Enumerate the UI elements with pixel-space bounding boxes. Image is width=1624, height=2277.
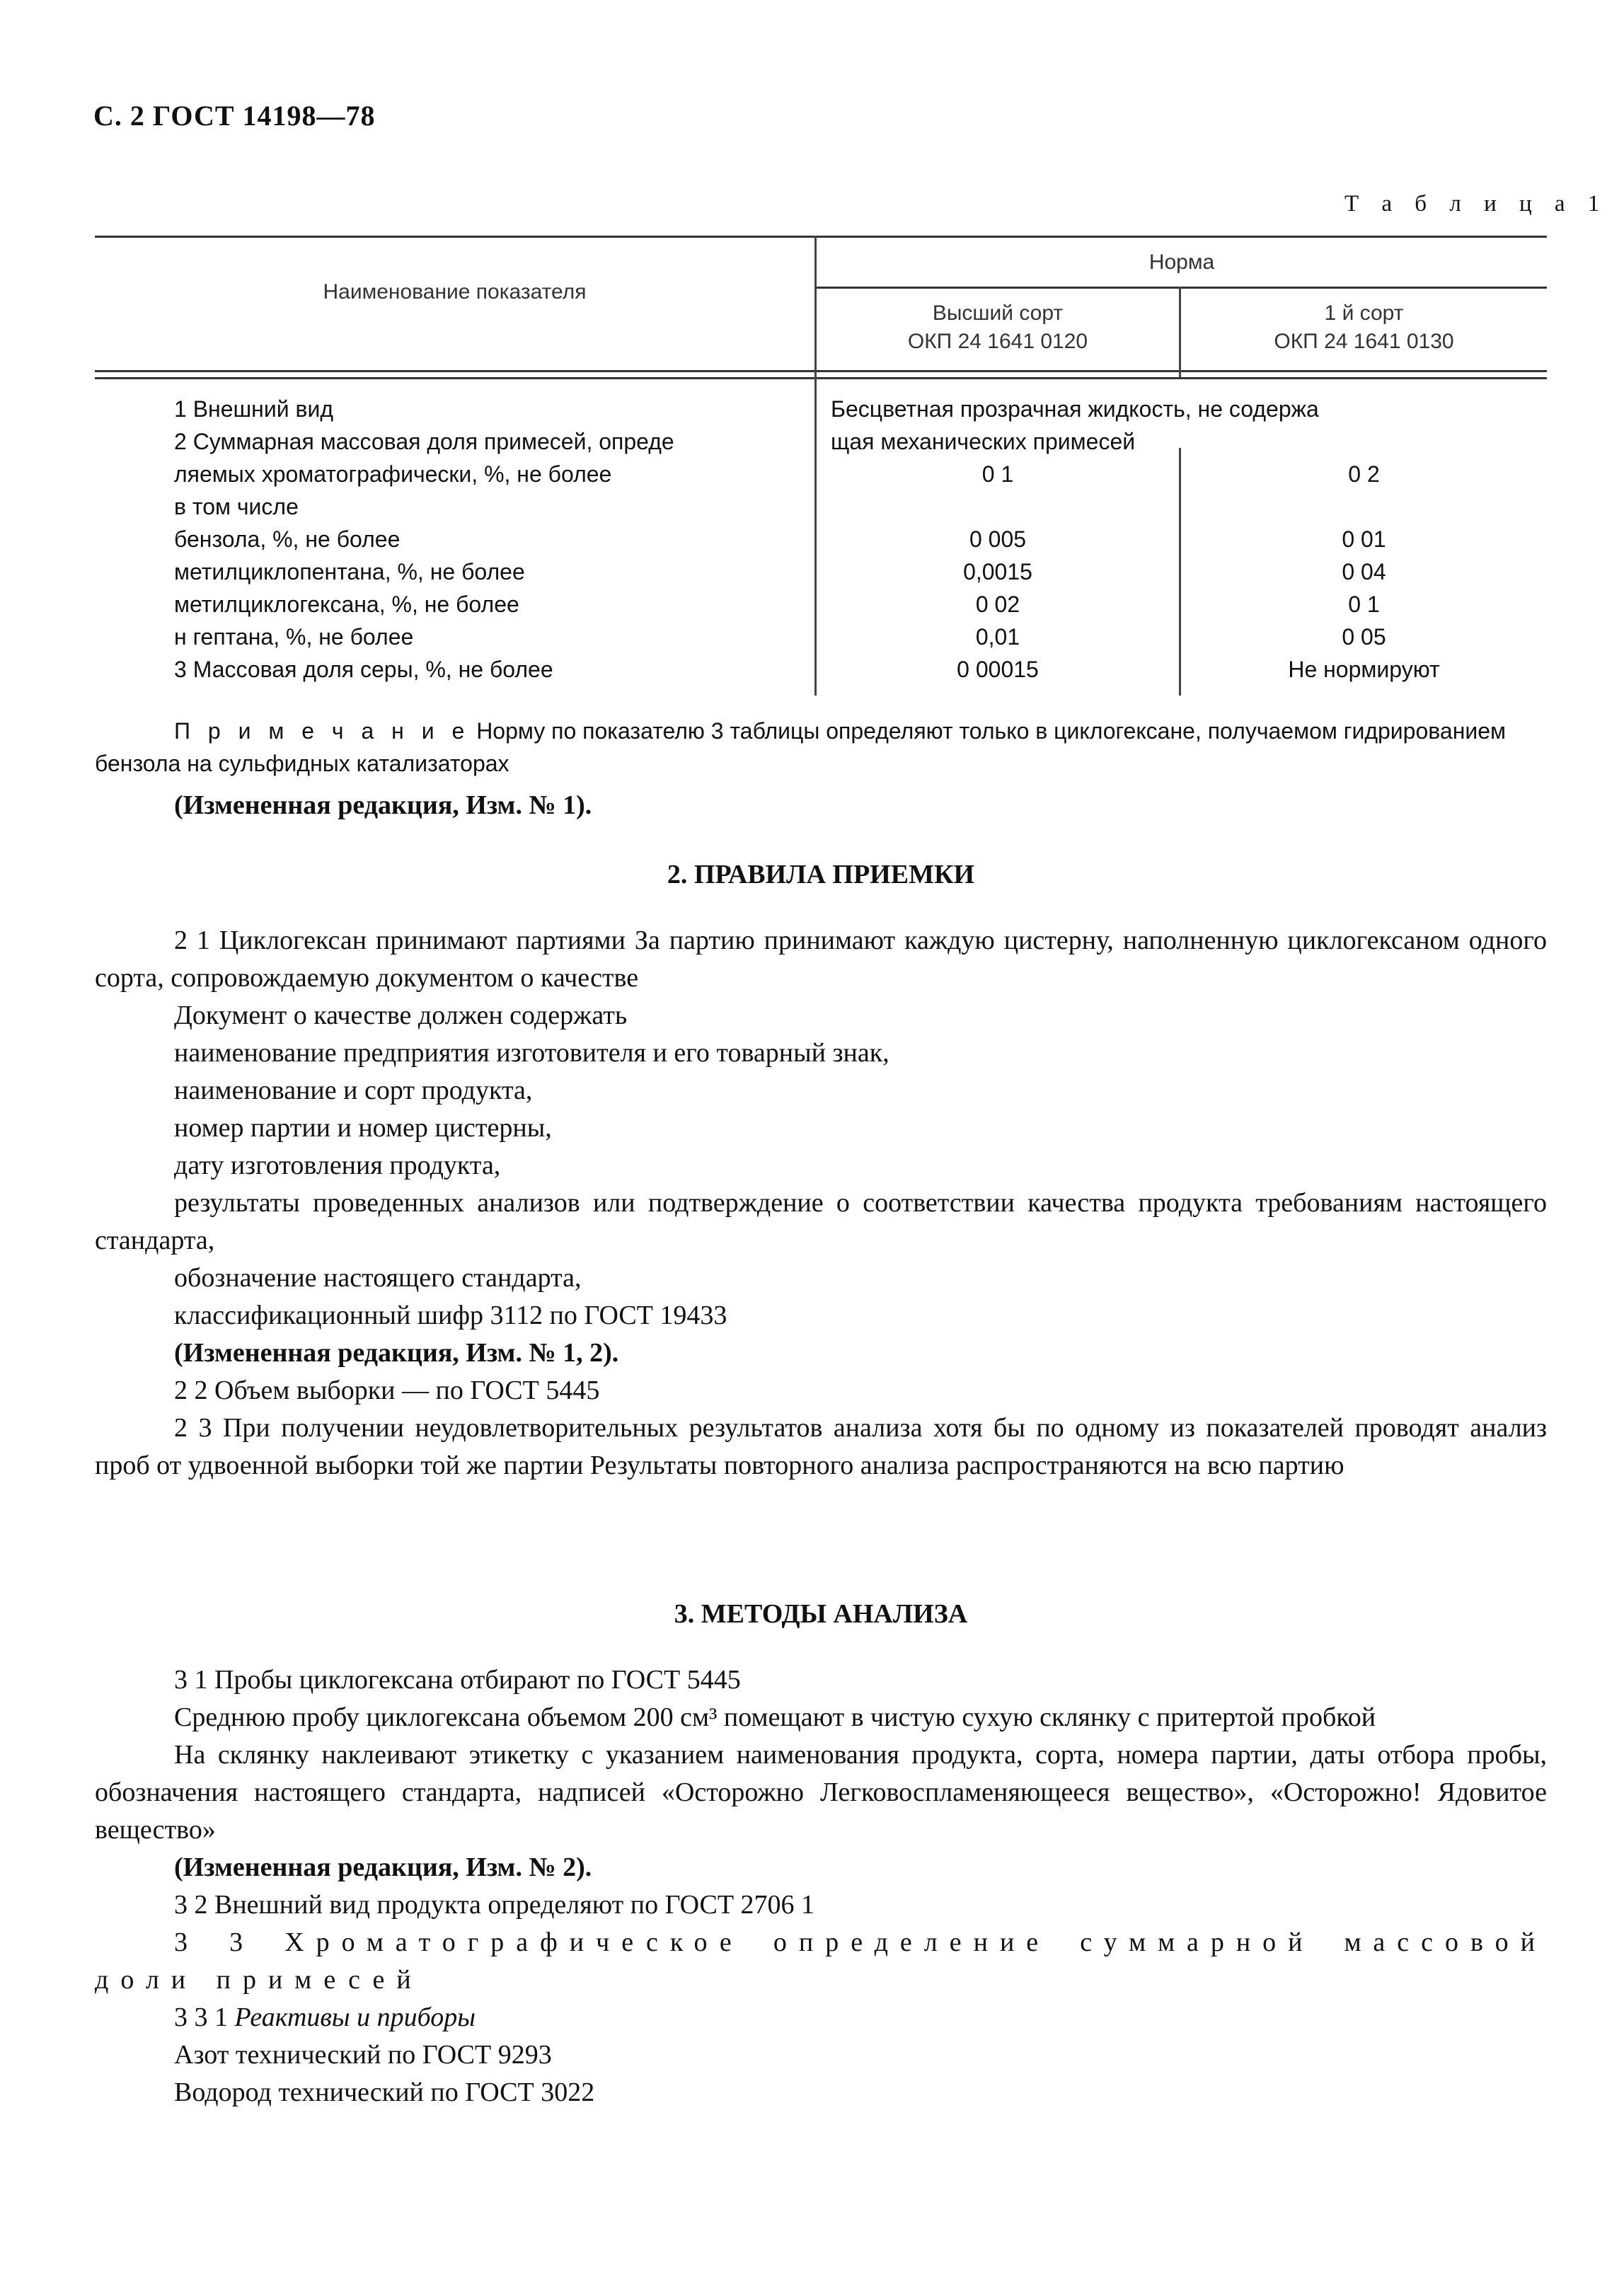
document-contents-list: [95, 1034, 1547, 1184]
note-text: Норму по показателю 3 таблицы определяют только в циклогексане, получаемом гидрированием бензола на сульфидных катализаторах: [95, 718, 1507, 776]
section-3-title: 3. МЕТОДЫ АНАЛИЗА: [674, 1599, 968, 1629]
table-row-value-top: 0,0015: [963, 559, 1032, 584]
list-item: наименование предприятия изготовителя и его товарный знак,: [174, 1038, 889, 1068]
section-2-p2: Документ о качестве должен содержать: [174, 1001, 628, 1030]
first-grade-code: ОКП 24 1641 0130: [1274, 330, 1454, 353]
table-caption: Т а б л и ц а 1: [1344, 191, 1608, 217]
amendment-3: (Измененная редакция, Изм. № 2).: [174, 1852, 592, 1882]
list-item: классификационный шифр 3112 по ГОСТ 19433: [174, 1301, 727, 1330]
section-2-p4: 2 2 Объем выборки — по ГОСТ 5445: [174, 1376, 600, 1405]
amendment-1: (Измененная редакция, Изм. № 1).: [174, 790, 592, 820]
top-grade-code: ОКП 24 1641 0120: [907, 330, 1088, 353]
table-norm-rule: [816, 287, 1547, 289]
section-3-p6-title: Реактивы и приборы: [234, 2002, 476, 2032]
section-3-p7: Азот технический по ГОСТ 9293: [174, 2040, 552, 2070]
section-2-title: 2. ПРАВИЛА ПРИЕМКИ: [667, 860, 975, 889]
table-row-value-first: 0 2: [1348, 461, 1380, 487]
section-2: [95, 856, 1547, 1485]
section-3-p1: 3 1 Пробы циклогексана отбирают по ГОСТ 5445: [174, 1665, 741, 1695]
table-row-value-top: 0,01: [975, 624, 1020, 650]
document-contents-list-2: [95, 1259, 1547, 1335]
table-top-rule: [95, 236, 1547, 238]
table-row-name: метилциклопентана, %, не более: [174, 559, 525, 584]
table-row-value-first: Не нормируют: [1288, 657, 1440, 682]
table-row-value-first: 0 01: [1342, 526, 1386, 552]
col-indicator-header: Наименование показателя: [323, 280, 587, 304]
note-amendment: [95, 787, 1547, 824]
top-grade-name: Высший сорт: [932, 301, 1064, 325]
section-2-p3: результаты проведенных анализов или подтверждение о соответствии качества продукта требованиям настоящего стандарта,: [95, 1188, 1547, 1255]
list-item: наименование и сорт продукта,: [174, 1076, 533, 1105]
first-grade-name: 1 й сорт: [1324, 301, 1404, 325]
list-item: обозначение настоящего стандарта,: [174, 1263, 582, 1293]
section-3-p3: На склянку наклеивают этикетку с указанием наименования продукта, сорта, номера партии, даты отбора пробы, обозначения настоящего стандарта, надписей «Осторожно Легковоспламеняющееся вещество», «Осторожно! Ядовитое вещество»: [95, 1740, 1547, 1845]
table-row-name: ляемых хроматографически, %, не более: [174, 461, 612, 487]
list-item: номер партии и номер цистерны,: [174, 1113, 552, 1143]
table-row-merged-value: Бесцветная прозрачная жидкость, не содержа: [831, 396, 1319, 422]
table-head-rule-1: [95, 370, 1547, 372]
section-2-p5: 2 3 При получении неудовлетворительных результатов анализа хотя бы по одному из показателей проводят анализ проб от удвоенной выборки той же партии Результаты повторного анализа распространяются на всю партию: [95, 1413, 1547, 1480]
table-head-rule-2: [95, 377, 1547, 379]
col-first-grade-header: [1181, 299, 1547, 356]
table-row-value-top: 0 02: [975, 592, 1020, 617]
table-row-name: в том числе: [174, 494, 299, 519]
table-row-name: метилциклогексана, %, не более: [174, 592, 519, 617]
table-row-value-first: 0 05: [1342, 624, 1386, 650]
table-row-value-top: 0 005: [969, 526, 1027, 552]
table-row-name: бензола, %, не более: [174, 526, 401, 552]
table-row-value-top: 0 1: [981, 461, 1014, 487]
norms-table: [95, 236, 1547, 703]
table-row-value-top: 0 00015: [957, 657, 1039, 682]
note-label: П р и м е ч а н и е: [174, 718, 471, 744]
list-item: дату изготовления продукта,: [174, 1151, 501, 1180]
section-3-p6-num: 3 3 1: [174, 2002, 228, 2032]
col-top-grade-header: [817, 299, 1179, 356]
table-row-name: 2 Суммарная массовая доля примесей, опреде: [174, 429, 674, 454]
table-row-name: 1 Внешний вид: [174, 396, 334, 422]
col-norm-header: Норма: [1148, 250, 1215, 274]
section-3-p8: Водород технический по ГОСТ 3022: [174, 2077, 595, 2107]
table-row-name: н гептана, %, не более: [174, 624, 414, 650]
page-header: С. 2 ГОСТ 14198—78: [93, 100, 376, 132]
table-row-value-first: 0 1: [1348, 592, 1380, 617]
section-3: [95, 1596, 1547, 2111]
table-row-merged-value: щая механических примесей: [831, 429, 1136, 454]
table-note: [95, 715, 1547, 780]
section-3-p4: 3 2 Внешний вид продукта определяют по ГОСТ 2706 1: [174, 1890, 815, 1920]
section-3-p2: Среднюю пробу циклогексана объемом 200 см³ помещают в чистую сухую склянку с притертой пробкой: [174, 1702, 1376, 1732]
table-row-name: 3 Массовая доля серы, %, не более: [174, 657, 553, 682]
section-3-p5: 3 3 Хроматографическое определение суммарной массовой доли примесей: [95, 1927, 1547, 1995]
section-2-p1: 2 1 Циклогексан принимают партиями За партию принимают каждую цистерну, наполненную циклогексаном одного сорта, сопровождаемую документом о качестве: [95, 926, 1547, 993]
section-3-p6: [95, 1999, 1547, 2036]
table-row-value-first: 0 04: [1342, 559, 1386, 584]
amendment-2: (Измененная редакция, Изм. № 1, 2).: [174, 1338, 619, 1368]
